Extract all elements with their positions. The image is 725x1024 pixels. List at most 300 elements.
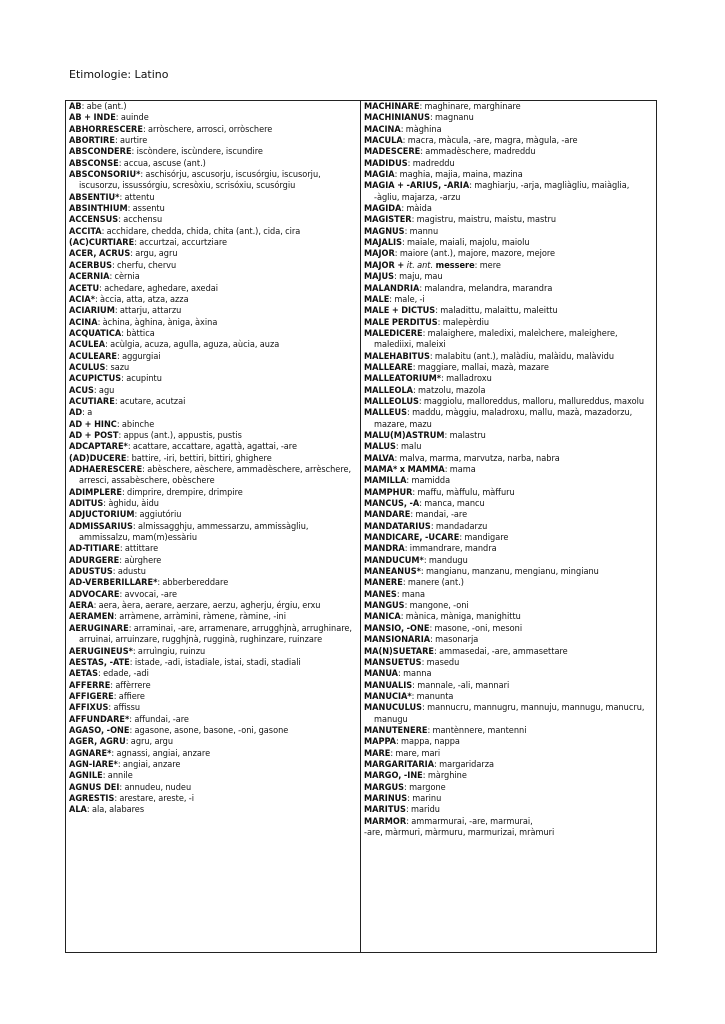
entry-forms: : aurtire — [114, 136, 148, 147]
entry-headword: ACER, ACRUS — [69, 249, 131, 260]
entry-forms: : attarju, attarzu — [114, 306, 182, 317]
entry-forms: : arruìngiu, ruinzu — [132, 646, 206, 657]
table-entry — [69, 125, 357, 136]
table-entry — [364, 431, 653, 442]
entry-note: (ant.) — [441, 578, 464, 589]
entry-headword: MARMOR — [364, 816, 407, 827]
entry-forms: : bàttica — [121, 328, 155, 339]
entry-forms: : immandrare, mandra — [404, 544, 497, 555]
entry-forms: : agnassi, angiai, anzare — [111, 748, 211, 759]
entry-forms: : magnanu — [429, 113, 474, 124]
entry-forms: : manca, mancu — [419, 499, 485, 510]
entry-forms: : mappa, nappa — [395, 737, 460, 748]
table-entry — [364, 159, 653, 170]
entry-headword: ACUTIARE — [69, 396, 115, 407]
table-entry — [69, 431, 357, 442]
entry-forms: : mama — [444, 465, 476, 475]
entry-headword — [364, 261, 475, 271]
entry-headword: MANDRA — [364, 544, 405, 555]
entry-forms: : avvocai, -are — [119, 589, 178, 600]
entry-headword: ACERBUS — [69, 260, 112, 271]
table-entry — [364, 601, 653, 612]
entry-headword: MANDARE — [364, 510, 411, 521]
entry-headword: ADUSTUS — [69, 567, 113, 578]
entry-headword: ABSCONSORIU* — [69, 170, 141, 181]
table-entry — [69, 488, 357, 499]
entry-headword: MACHINIANUS — [364, 113, 430, 124]
table-entry — [69, 340, 357, 351]
entry-headword: MADIDUS — [364, 158, 408, 169]
table-entry — [364, 249, 653, 260]
table-entry — [69, 556, 357, 567]
page-title: Etimologie: Latino — [69, 68, 169, 81]
entry-forms: : margone — [404, 782, 446, 793]
entry-forms: : malabitu — [429, 351, 474, 362]
table-entry — [364, 476, 653, 487]
entry-headword: MAGNUS — [364, 226, 405, 237]
entry-headword: MANUTENERE — [364, 725, 428, 736]
entry-headword: ABSCONDERE — [69, 147, 132, 158]
entry-forms: : aschisórju, ascusorju, iscusórgiu, iscusorju, iscusorzu, issussórgiu, scresòxiu, scrisóxiu, scusórgiu — [79, 170, 321, 192]
entry-headword: AB + INDE — [69, 113, 116, 124]
entry-forms: : accurtzai, accurtziare — [134, 238, 228, 249]
entry-headword: AFFUNDARE* — [69, 714, 130, 725]
entry-note: (ant.) — [473, 351, 496, 362]
entry-forms: , malàdiu, malàidu, malàvidu — [495, 351, 615, 362]
table-entry — [69, 170, 357, 193]
table-entry — [69, 783, 357, 794]
table-entry — [364, 794, 653, 805]
table-entry — [69, 658, 357, 669]
table-entry — [364, 318, 653, 329]
entry-forms: : mere — [474, 260, 501, 271]
table-entry — [364, 658, 653, 669]
entry-headword: AD-VERBERILLARE* — [69, 578, 158, 589]
entry-headword: MAPPA — [364, 737, 396, 748]
table-entry — [69, 522, 357, 545]
entry-headword: MADESCERE — [364, 147, 421, 158]
table-entry — [69, 113, 357, 124]
entry-forms: : maju, mau — [394, 272, 443, 283]
entry-forms: : dimprire, drempire, drimpire — [122, 487, 243, 498]
entry-forms: : cèrnia — [109, 272, 140, 283]
table-entry — [69, 397, 357, 408]
entry-headword: MANSIONARIA — [364, 635, 431, 646]
entry-forms: : mànica, mànigа, manighittu — [400, 612, 521, 623]
headword-part: MAJOR + — [364, 260, 407, 271]
entry-forms: : affundai, -are — [129, 714, 189, 725]
entry-forms: : malepèrdiu — [437, 317, 490, 328]
table-entry — [364, 227, 653, 238]
entry-headword: ACIARIUM — [69, 306, 115, 317]
table-entry — [69, 567, 357, 578]
entry-headword: MARGO, -INE — [364, 771, 423, 782]
entry-forms: : arròschere, arrosci, orròschere — [142, 124, 273, 135]
table-entry — [364, 295, 653, 306]
entry-headword: MAJUS — [364, 272, 395, 283]
table-entry — [364, 499, 653, 510]
entry-forms: : malladroxu — [441, 374, 492, 385]
entry-headword: MA(N)SUETARE — [364, 646, 435, 657]
entry-headword: AFFIXUS — [69, 703, 109, 714]
entry-headword: AERUGINEUS* — [69, 646, 133, 657]
entry-headword: AERAMEN — [69, 612, 115, 623]
entry-headword: ABHORRESCERE — [69, 124, 143, 135]
table-entry — [364, 635, 653, 646]
entry-forms: : affiere — [113, 691, 145, 702]
table-entry — [364, 102, 653, 113]
entry-headword: MALU(M)ASTRUM — [364, 430, 445, 441]
entry-headword: MARE — [364, 748, 391, 759]
entry-forms: : marinu — [407, 793, 442, 804]
table-entry — [364, 386, 653, 397]
entry-forms: : maridu — [405, 805, 440, 816]
entry-headword: MALEDICERE — [364, 328, 423, 339]
table-entry — [364, 703, 653, 726]
entry-headword: MALLEOLA — [364, 385, 413, 396]
table-entry — [69, 284, 357, 295]
entry-forms: : ala, alabares — [86, 805, 145, 816]
entry-forms: : edade, -adi — [98, 669, 149, 680]
entry-headword: MANUCULUS — [364, 703, 423, 714]
entry-headword: MALE + DICTUS — [364, 306, 436, 317]
table-entry — [364, 681, 653, 692]
table-entry — [364, 238, 653, 249]
table-entry — [69, 227, 357, 238]
table-entry — [364, 284, 653, 295]
table-entry — [69, 760, 357, 771]
entry-forms: : istade, -adi, istadiale, istai, stadi, stadiali — [129, 657, 301, 668]
entry-headword: MALLEUS — [364, 408, 408, 419]
entry-forms: : acùlgia, acuza, agulla, aguza, aùcia, auza — [105, 340, 280, 351]
table-entry — [364, 612, 653, 623]
table-entry — [364, 578, 653, 589]
entry-forms: : almissagghju, ammessarzu, ammissàgliu, ammissalzu, mam(m)essàriu — [79, 521, 309, 544]
entry-headword: ABORTIRE — [69, 136, 115, 147]
entry-headword: MARGUS — [364, 782, 405, 793]
entry-forms: : maladittu, malaittu, maleittu — [435, 306, 558, 317]
entry-headword: ACQUATICA — [69, 328, 122, 339]
entry-headword: MANSIO, -ONE — [364, 623, 430, 634]
entry-headword: MANDUCUM* — [364, 555, 424, 566]
entry-forms: : acattare, accattare, agattà, agattai, -are — [127, 442, 297, 453]
entry-forms: , majore, mazore, mejore — [452, 249, 556, 260]
entry-headword: MANDICARE, -UCARE — [364, 533, 460, 544]
entry-forms: : appus — [118, 430, 151, 441]
table-entry — [69, 601, 357, 612]
table-entry — [69, 318, 357, 329]
entry-headword: ACUS — [69, 385, 94, 396]
entry-forms: : abèschere, aèschere, ammadèschere, arrèschere, arresci, assabèschere, obèschere — [79, 465, 352, 487]
entry-forms: : malastru — [444, 430, 486, 441]
entry-headword: AB — [69, 102, 82, 112]
entry-forms: : malva, marma, marvutza, narba, nabra — [394, 453, 560, 464]
entry-forms: : àchina, àghina, àniga, àxina — [97, 317, 218, 328]
entry-forms: : masedu — [421, 657, 460, 668]
entry-forms: : acchidare, chedda, chida, chita — [101, 226, 236, 237]
entry-headword: AFFIGERE — [69, 691, 114, 702]
table-entry — [69, 102, 357, 113]
table-entry — [69, 669, 357, 680]
table-entry — [364, 454, 653, 465]
entry-forms: : maddu, màggiu, maladroxu, mallu, mazà, mazadorzu, mazare, mazu — [374, 408, 633, 430]
entry-forms: : assentu — [127, 204, 165, 215]
entry-forms: : abberbereddare — [157, 578, 229, 589]
entry-headword: ACIA* — [69, 294, 95, 305]
entry-headword: MALLEOLUS — [364, 396, 419, 407]
entry-forms: : ammadèschere, madreddu — [420, 147, 536, 158]
entry-headword: MAMA* x MAMMA — [364, 465, 445, 475]
entry-headword: MANCUS, -A — [364, 499, 420, 510]
left-column — [66, 101, 361, 952]
table-entry — [364, 261, 653, 272]
entry-forms: : ammasedai, -are, ammasettare — [434, 646, 568, 657]
entry-headword: MAMILLA — [364, 476, 407, 487]
table-entry — [69, 306, 357, 317]
entry-forms: : àghidu, àidu — [103, 499, 159, 510]
table-entry — [364, 817, 653, 828]
entry-headword: ADIMPLERE — [69, 487, 122, 498]
entry-forms: : attentu — [119, 192, 155, 203]
entry-forms: : malu — [395, 442, 422, 453]
table-entry — [69, 386, 357, 397]
entry-headword: AESTAS, -ATE — [69, 657, 130, 668]
table-entry — [364, 749, 653, 760]
entry-headword: MACHINARE — [364, 102, 420, 112]
table-entry — [69, 454, 357, 465]
table-entry — [364, 624, 653, 635]
headword-italic: it. ant. — [406, 260, 434, 271]
entry-forms: : acupintu — [121, 374, 162, 385]
entry-forms: : aera, àera, aerare, aerzare, aerzu, agherju, érgiu, erxu — [93, 601, 321, 612]
entry-headword: AD + HINC — [69, 419, 117, 430]
table-entry — [364, 783, 653, 794]
table-entry — [69, 374, 357, 385]
entry-forms: : aggiutóriu — [134, 510, 182, 521]
entry-forms: : margaridarza — [434, 759, 495, 770]
entry-headword: MAGIA — [364, 170, 395, 181]
entry-forms: : mana — [396, 589, 426, 600]
entry-forms: : mandai, -are — [410, 510, 468, 521]
entry-forms: : malaighere, maledixi, maleìchere, maleighere, malediixi, maleixi — [374, 328, 618, 351]
entry-forms: : magistru, maistru, maistu, mastru — [411, 215, 557, 226]
entry-headword: ACINA — [69, 317, 98, 328]
table-entry — [69, 249, 357, 260]
entry-headword: MANES — [364, 589, 397, 600]
entry-forms: : mandadarzu — [430, 521, 488, 532]
table-entry — [69, 510, 357, 521]
entry-forms: : maiale, maiali, majolu, maiolu — [402, 238, 530, 249]
table-entry — [69, 805, 357, 816]
entry-forms: : maghinare, marghinare — [419, 102, 521, 112]
entry-forms: : agasone, asone, basone, -oni, gasone — [129, 725, 289, 736]
entry-forms: : cherfu, chervu — [112, 260, 177, 271]
entry-headword: MAGIA + -ARIUS, -ARIA — [364, 181, 470, 192]
entry-forms: : battire, -iri, bettiri, bittiri, ghighere — [126, 453, 272, 464]
entry-forms: : accua, ascuse — [118, 158, 184, 169]
entry-headword: ALA — [69, 805, 87, 816]
entry-note: (ant.) — [183, 158, 206, 169]
table-entry — [364, 204, 653, 215]
entry-headword: MAGIDA — [364, 204, 402, 215]
entry-headword: AFFERRE — [69, 680, 111, 691]
entry-headword: ACCENSUS — [69, 215, 119, 226]
entry-headword: AGRESTIS — [69, 793, 115, 804]
table-entry — [364, 408, 653, 431]
entry-forms: : madreddu — [407, 158, 455, 169]
table-entry — [69, 612, 357, 623]
entry-headword: ADURGERE — [69, 555, 120, 566]
entry-forms: : masonarja — [430, 635, 479, 646]
table-entry — [69, 193, 357, 204]
table-entry — [364, 544, 653, 555]
table-entry — [364, 442, 653, 453]
entry-headword: ACUPICTUS — [69, 374, 122, 385]
table-entry — [69, 408, 357, 419]
entry-forms: : arraminai, -are, arramenare, arrugghjnà, arrughinare, arruinai, arruinzare, rugghjnà, rugginà, rughinzare, ruinzare — [79, 623, 353, 646]
entry-headword: AGN-IARE* — [69, 759, 118, 770]
entry-forms: : mannale, -ali, mannari — [412, 680, 510, 691]
entry-headword: ABSINTHIUM — [69, 204, 128, 215]
table-entry — [364, 170, 653, 181]
entry-forms: : mandigare — [459, 533, 509, 544]
entry-headword: MARGARITARIA — [364, 759, 435, 770]
entry-headword: MANEANUS* — [364, 567, 421, 578]
entry-headword: MANGUS — [364, 601, 405, 612]
table-entry — [364, 737, 653, 748]
entry-forms: : mannu — [404, 226, 439, 237]
entry-headword: ACULEA — [69, 340, 106, 351]
table-entry — [69, 749, 357, 760]
entry-headword: ACULEARE — [69, 351, 118, 362]
entry-forms: : maiore — [394, 249, 431, 260]
entry-forms: : mare, mari — [390, 748, 441, 759]
table-entry — [364, 556, 653, 567]
entry-headword: MALEHABITUS — [364, 351, 430, 362]
entry-headword: MALE PERDITUS — [364, 317, 438, 328]
entry-forms: : mannucru, mannugru, mannuju, mannugu, manucru, manugu — [374, 703, 645, 725]
entry-headword: MANUA — [364, 669, 399, 680]
entry-headword: ADCAPTARE* — [69, 442, 128, 453]
entry-forms: : mangone, -oni — [404, 601, 469, 612]
table-entry — [364, 567, 653, 578]
entry-forms: : arestare, areste, -i — [114, 793, 195, 804]
entry-forms: : affèrrere — [110, 680, 151, 691]
entry-headword: MANERE — [364, 578, 403, 589]
table-entry — [69, 136, 357, 147]
entry-forms: : màrghine — [422, 771, 467, 782]
entry-forms: : malandra, melandra, marandra — [419, 283, 553, 294]
entry-forms: : acutare, acutzai — [114, 396, 186, 407]
table-entry — [69, 703, 357, 714]
table-entry — [69, 272, 357, 283]
entry-headword: ACETU — [69, 283, 100, 294]
table-entry — [364, 533, 653, 544]
entry-forms: : ammarmurai, -are, marmurai, — [406, 816, 533, 827]
entry-forms: : argu, agru — [130, 249, 178, 260]
entry-headword: AD — [69, 408, 83, 419]
entry-forms: : angiai, anzare — [117, 759, 181, 770]
table-entry — [69, 420, 357, 431]
entry-headword: ADJUCTORIUM — [69, 510, 135, 521]
right-column — [361, 101, 656, 952]
entry-forms: : arràmene, arràmini, ràmene, ràmine, -ini — [114, 612, 287, 623]
entry-headword: MALE — [364, 294, 390, 305]
entry-headword: MAJALIS — [364, 238, 402, 249]
table-entry — [69, 794, 357, 805]
entry-note: (ant.) — [235, 226, 259, 237]
table-entry — [364, 147, 653, 158]
entry-forms: : affissu — [108, 703, 141, 714]
entry-headword: AD + POST — [69, 430, 119, 441]
entry-headword: MALLEATORIUM* — [364, 374, 442, 385]
table-entry — [364, 760, 653, 771]
table-entry — [364, 805, 653, 816]
entry-headword: MALLEARE — [364, 362, 413, 373]
entry-headword: MALANDRIA — [364, 283, 420, 294]
table-entry — [69, 295, 357, 306]
entry-forms: : male, -i — [389, 294, 425, 305]
table-entry — [69, 238, 357, 249]
table-entry — [69, 681, 357, 692]
table-entry — [364, 510, 653, 521]
entry-forms: : a — [82, 408, 93, 419]
table-entry — [364, 726, 653, 737]
table-entry — [69, 215, 357, 226]
table-entry — [69, 363, 357, 374]
table-entry — [69, 544, 357, 555]
table-entry — [69, 204, 357, 215]
entry-headword: AGER, AGRU — [69, 737, 126, 748]
table-entry — [69, 352, 357, 363]
entry-headword: ABSCONSE — [69, 158, 119, 169]
table-entry — [364, 306, 653, 317]
entry-forms: : matzolu, mazola — [413, 385, 486, 396]
table-entry — [364, 669, 653, 680]
table-entry — [364, 465, 653, 476]
entry-forms: : acchensu — [118, 215, 163, 226]
entry-headword: (AC)CURTIARE — [69, 238, 135, 249]
table-entry — [364, 329, 653, 352]
entry-headword: AGNUS DEI — [69, 782, 120, 793]
entry-forms: : agu — [93, 385, 115, 396]
entry-forms: : manunta — [411, 691, 454, 702]
table-entry — [69, 771, 357, 782]
entry-forms: : maffu, màffulu, màffuru — [412, 487, 515, 498]
table-entry — [364, 647, 653, 658]
table-entry — [364, 352, 653, 363]
entry-forms: , cida, cira — [258, 226, 301, 237]
entry-forms: : agru, argu — [125, 737, 174, 748]
table-entry — [364, 125, 653, 136]
table-entry — [69, 590, 357, 601]
entry-forms: : màghina — [400, 124, 442, 135]
entry-headword: ADITUS — [69, 499, 104, 510]
table-entry — [364, 113, 653, 124]
entry-note: (ant.) — [150, 430, 174, 441]
table-entry — [364, 692, 653, 703]
entry-headword: MANICA — [364, 612, 401, 623]
table-entry — [364, 374, 653, 385]
entry-headword: AGNILE — [69, 771, 103, 782]
table-entry — [69, 624, 357, 647]
entry-forms: -are, màrmuri, màrmuru, marmurizai, mràmuri — [364, 828, 555, 838]
table-entry — [364, 215, 653, 226]
entry-forms: : achedare, aghedare, axedai — [99, 283, 219, 294]
table-entry — [364, 522, 653, 533]
entry-headword: MAMPHUR — [364, 487, 413, 498]
entry-forms: : attittare — [119, 544, 159, 555]
